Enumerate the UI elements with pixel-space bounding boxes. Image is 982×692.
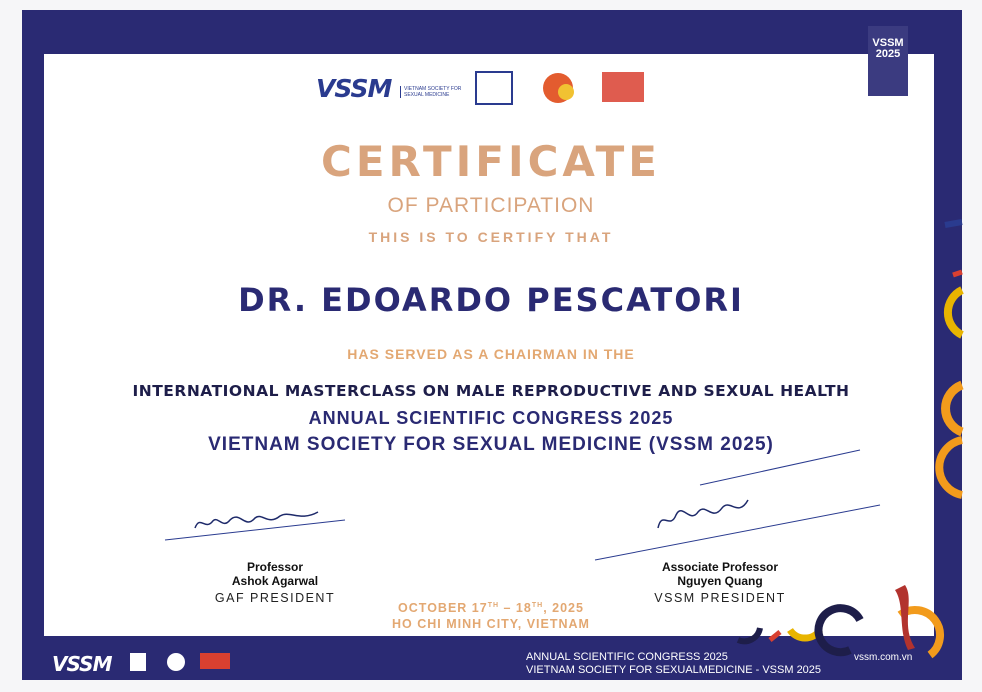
signatory-right-position: VSSM PRESIDENT <box>654 591 786 605</box>
event-date: OCTOBER 17TH – 18TH, 2025 <box>398 601 584 615</box>
signatory-left <box>165 560 385 605</box>
event-line-3: VIETNAM SOCIETY FOR SEXUAL MEDICINE (VSSM 2025) <box>208 434 774 455</box>
hospital-logo-icon <box>602 72 644 102</box>
certify-text: THIS IS TO CERTIFY THAT <box>368 229 614 245</box>
event-place: HO CHI MINH CITY, VIETNAM <box>392 617 590 631</box>
footer-globe-icon <box>167 653 185 671</box>
signature-left <box>195 512 318 528</box>
footer-society-icon <box>130 653 146 671</box>
event-line-1: INTERNATIONAL MASTERCLASS ON MALE REPRODUCTIVE AND SEXUAL HEALTH <box>132 382 850 400</box>
signatory-left-title: Professor <box>246 560 304 574</box>
signature-right <box>658 500 748 528</box>
footer-vssm-logo: VSSM <box>52 652 112 676</box>
badge-line1: VSSM <box>872 37 904 49</box>
certificate-title: CERTIFICATE <box>321 137 661 186</box>
badge-line2: 2025 <box>875 48 901 60</box>
event-line-2: ANNUAL SCIENTIFIC CONGRESS 2025 <box>308 408 674 428</box>
signature-line-right <box>595 505 880 560</box>
vssm-logo: VSSM <box>316 74 392 103</box>
footer-text <box>526 651 821 677</box>
signatory-left-name: Ashok Agarwal <box>231 574 319 588</box>
vssm-logo-subtitle: VIETNAM SOCIETY FOR SEXUAL MEDICINE <box>400 86 474 98</box>
vssm-2025-badge <box>868 26 908 96</box>
signatory-left-position: GAF PRESIDENT <box>214 591 336 605</box>
signatory-right-title: Associate Professor <box>661 560 779 574</box>
recipient-name: DR. EDOARDO PESCATORI <box>238 281 744 319</box>
signatory-right-name: Nguyen Quang <box>677 574 763 588</box>
arc-dash-blue <box>945 222 962 225</box>
recipient-role: HAS SERVED AS A CHAIRMAN IN THE <box>347 346 635 362</box>
signatory-right <box>610 560 830 605</box>
arc-bottom-2 <box>770 632 780 640</box>
footer-line-2: VIETNAM SOCIETY FOR SEXUALMEDICINE - VSSM 2025 <box>526 664 822 676</box>
footer-url: vssm.com.vn <box>854 652 913 663</box>
footer-hospital-icon <box>200 653 230 669</box>
arc-dash-red <box>953 272 962 275</box>
society-logo-icon <box>476 72 512 104</box>
certificate-subtitle: OF PARTICIPATION <box>387 194 595 217</box>
footer-line-1: ANNUAL SCIENTIFIC CONGRESS 2025 <box>526 651 728 663</box>
signature-line-left <box>165 520 345 540</box>
